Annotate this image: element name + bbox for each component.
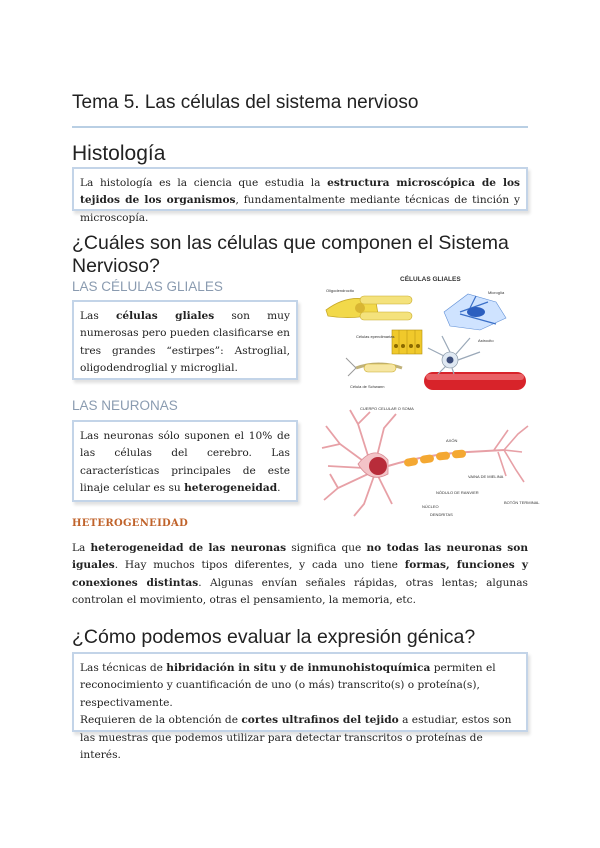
glial-label-oligodendrocito: Oligodendrocito bbox=[326, 288, 355, 293]
glial-label-schwann: Célula de Schwann bbox=[350, 384, 385, 389]
het-text-4: . Algunas envían señales rápidas, otras lentas; algunas controlan el movimiento, otras el pensamiento, la memoria, etc. bbox=[72, 576, 528, 607]
neuron-label-myelin: VAINA DE MIELINA bbox=[468, 474, 504, 479]
microglia-illustration bbox=[444, 294, 506, 330]
exp-text-4: a estudiar, estos son las muestras que podemos utilizar para detectar transcritos o proteínas de interés. bbox=[80, 714, 512, 762]
neuronas-bold: heterogeneidad bbox=[184, 482, 278, 495]
expresion-p2 bbox=[80, 712, 520, 764]
neuron-axon bbox=[388, 450, 504, 468]
section-heading-histologia: Histología bbox=[72, 142, 166, 165]
heterogeneidad-heading: HETEROGENEIDAD bbox=[72, 518, 189, 529]
het-text-3: . Hay muchos tipos diferentes, y cada uno tiene bbox=[114, 559, 405, 572]
histologia-bold: estructura microscópica de los tejidos de los organismos bbox=[80, 177, 520, 207]
neuronas-box bbox=[72, 420, 298, 502]
schwann-cell-illustration bbox=[346, 358, 402, 376]
neuron-nucleus bbox=[369, 457, 387, 475]
neuron-figure bbox=[318, 404, 540, 520]
astrocyte-illustration bbox=[424, 336, 526, 390]
section-heading-celulas: ¿Cuáles son las células que componen el Sistema Nervioso? bbox=[72, 232, 509, 277]
heterogeneidad-paragraph bbox=[72, 540, 528, 610]
subheading-neuronas: LAS NEURONAS bbox=[72, 398, 178, 413]
section-heading-expresion: ¿Cómo podemos evaluar la expresión génica? bbox=[72, 626, 476, 648]
subheading-gliales: LAS CÉLULAS GLIALES bbox=[72, 279, 223, 294]
glial-label-astrocito: Astrocito bbox=[478, 338, 494, 343]
gliales-text: Las bbox=[80, 310, 116, 322]
page-title: Tema 5. Las células del sistema nervioso bbox=[72, 92, 419, 113]
het-bold-2: no todas las neuronas son iguales bbox=[72, 542, 529, 572]
neuron-label-axon: AXÓN bbox=[446, 438, 458, 443]
gliales-box bbox=[72, 300, 298, 380]
het-bold-3: formas, funciones y conexiones distintas bbox=[72, 559, 528, 589]
expresion-p1 bbox=[80, 660, 520, 712]
neuronas-text: Las neuronas sólo suponen el 10% de las células del cerebro. Las características principales de este linaje celular es su bbox=[80, 430, 290, 495]
expresion-box bbox=[72, 652, 528, 762]
neuron-label-boton: BOTÓN TERMINAL bbox=[504, 500, 540, 505]
glial-label-ependimarias: Células ependimarias bbox=[356, 334, 395, 339]
exp-bold-2: cortes ultrafinos del tejido bbox=[241, 714, 399, 727]
neuronas-text-end: . bbox=[277, 482, 281, 495]
exp-text-1: Las técnicas de bbox=[80, 662, 167, 674]
het-text-2: significa que bbox=[286, 542, 367, 554]
gliales-text-end: son muy numerosas pero pueden clasificarse en tres grandes “estirpes”: Astroglial, oligodendroglial y microglial. bbox=[80, 310, 290, 375]
gliales-bold: células gliales bbox=[115, 310, 215, 322]
neuron-label-nucleus: NÚCLEO bbox=[422, 504, 439, 509]
oligodendrocyte-illustration bbox=[326, 296, 412, 320]
neuron-label-soma: CUERPO CELULAR O SOMA bbox=[360, 406, 414, 411]
neuron-label-dendritas: DENDRITAS bbox=[430, 512, 453, 517]
ependymal-cells-illustration bbox=[392, 330, 422, 354]
het-bold-1: heterogeneidad de las neuronas bbox=[90, 542, 287, 554]
histologia-text-end: , fundamentalmente mediante técnicas de tinción y microscopía. bbox=[80, 194, 521, 224]
histologia-box bbox=[72, 167, 528, 224]
glial-cells-figure bbox=[320, 272, 530, 396]
het-text-1: La bbox=[72, 542, 91, 554]
glial-figure-title: CÉLULAS GLIALES bbox=[400, 276, 461, 283]
neuron-label-ranvier: NÓDULO DE RANVIER bbox=[436, 490, 479, 495]
exp-text-3: Requieren de la obtención de bbox=[80, 714, 242, 727]
glial-label-microglia: Microglía bbox=[488, 290, 505, 295]
exp-text-2: permiten el reconocimiento y cuantificación de uno (o más) transcrito(s) o proteína(s), respectivamente. bbox=[80, 662, 496, 709]
exp-bold-1: hibridación in situ y de inmunohistoquímica bbox=[166, 662, 431, 674]
title-rule bbox=[72, 126, 528, 128]
histologia-text: La histología es la ciencia que estudia la bbox=[80, 177, 328, 189]
